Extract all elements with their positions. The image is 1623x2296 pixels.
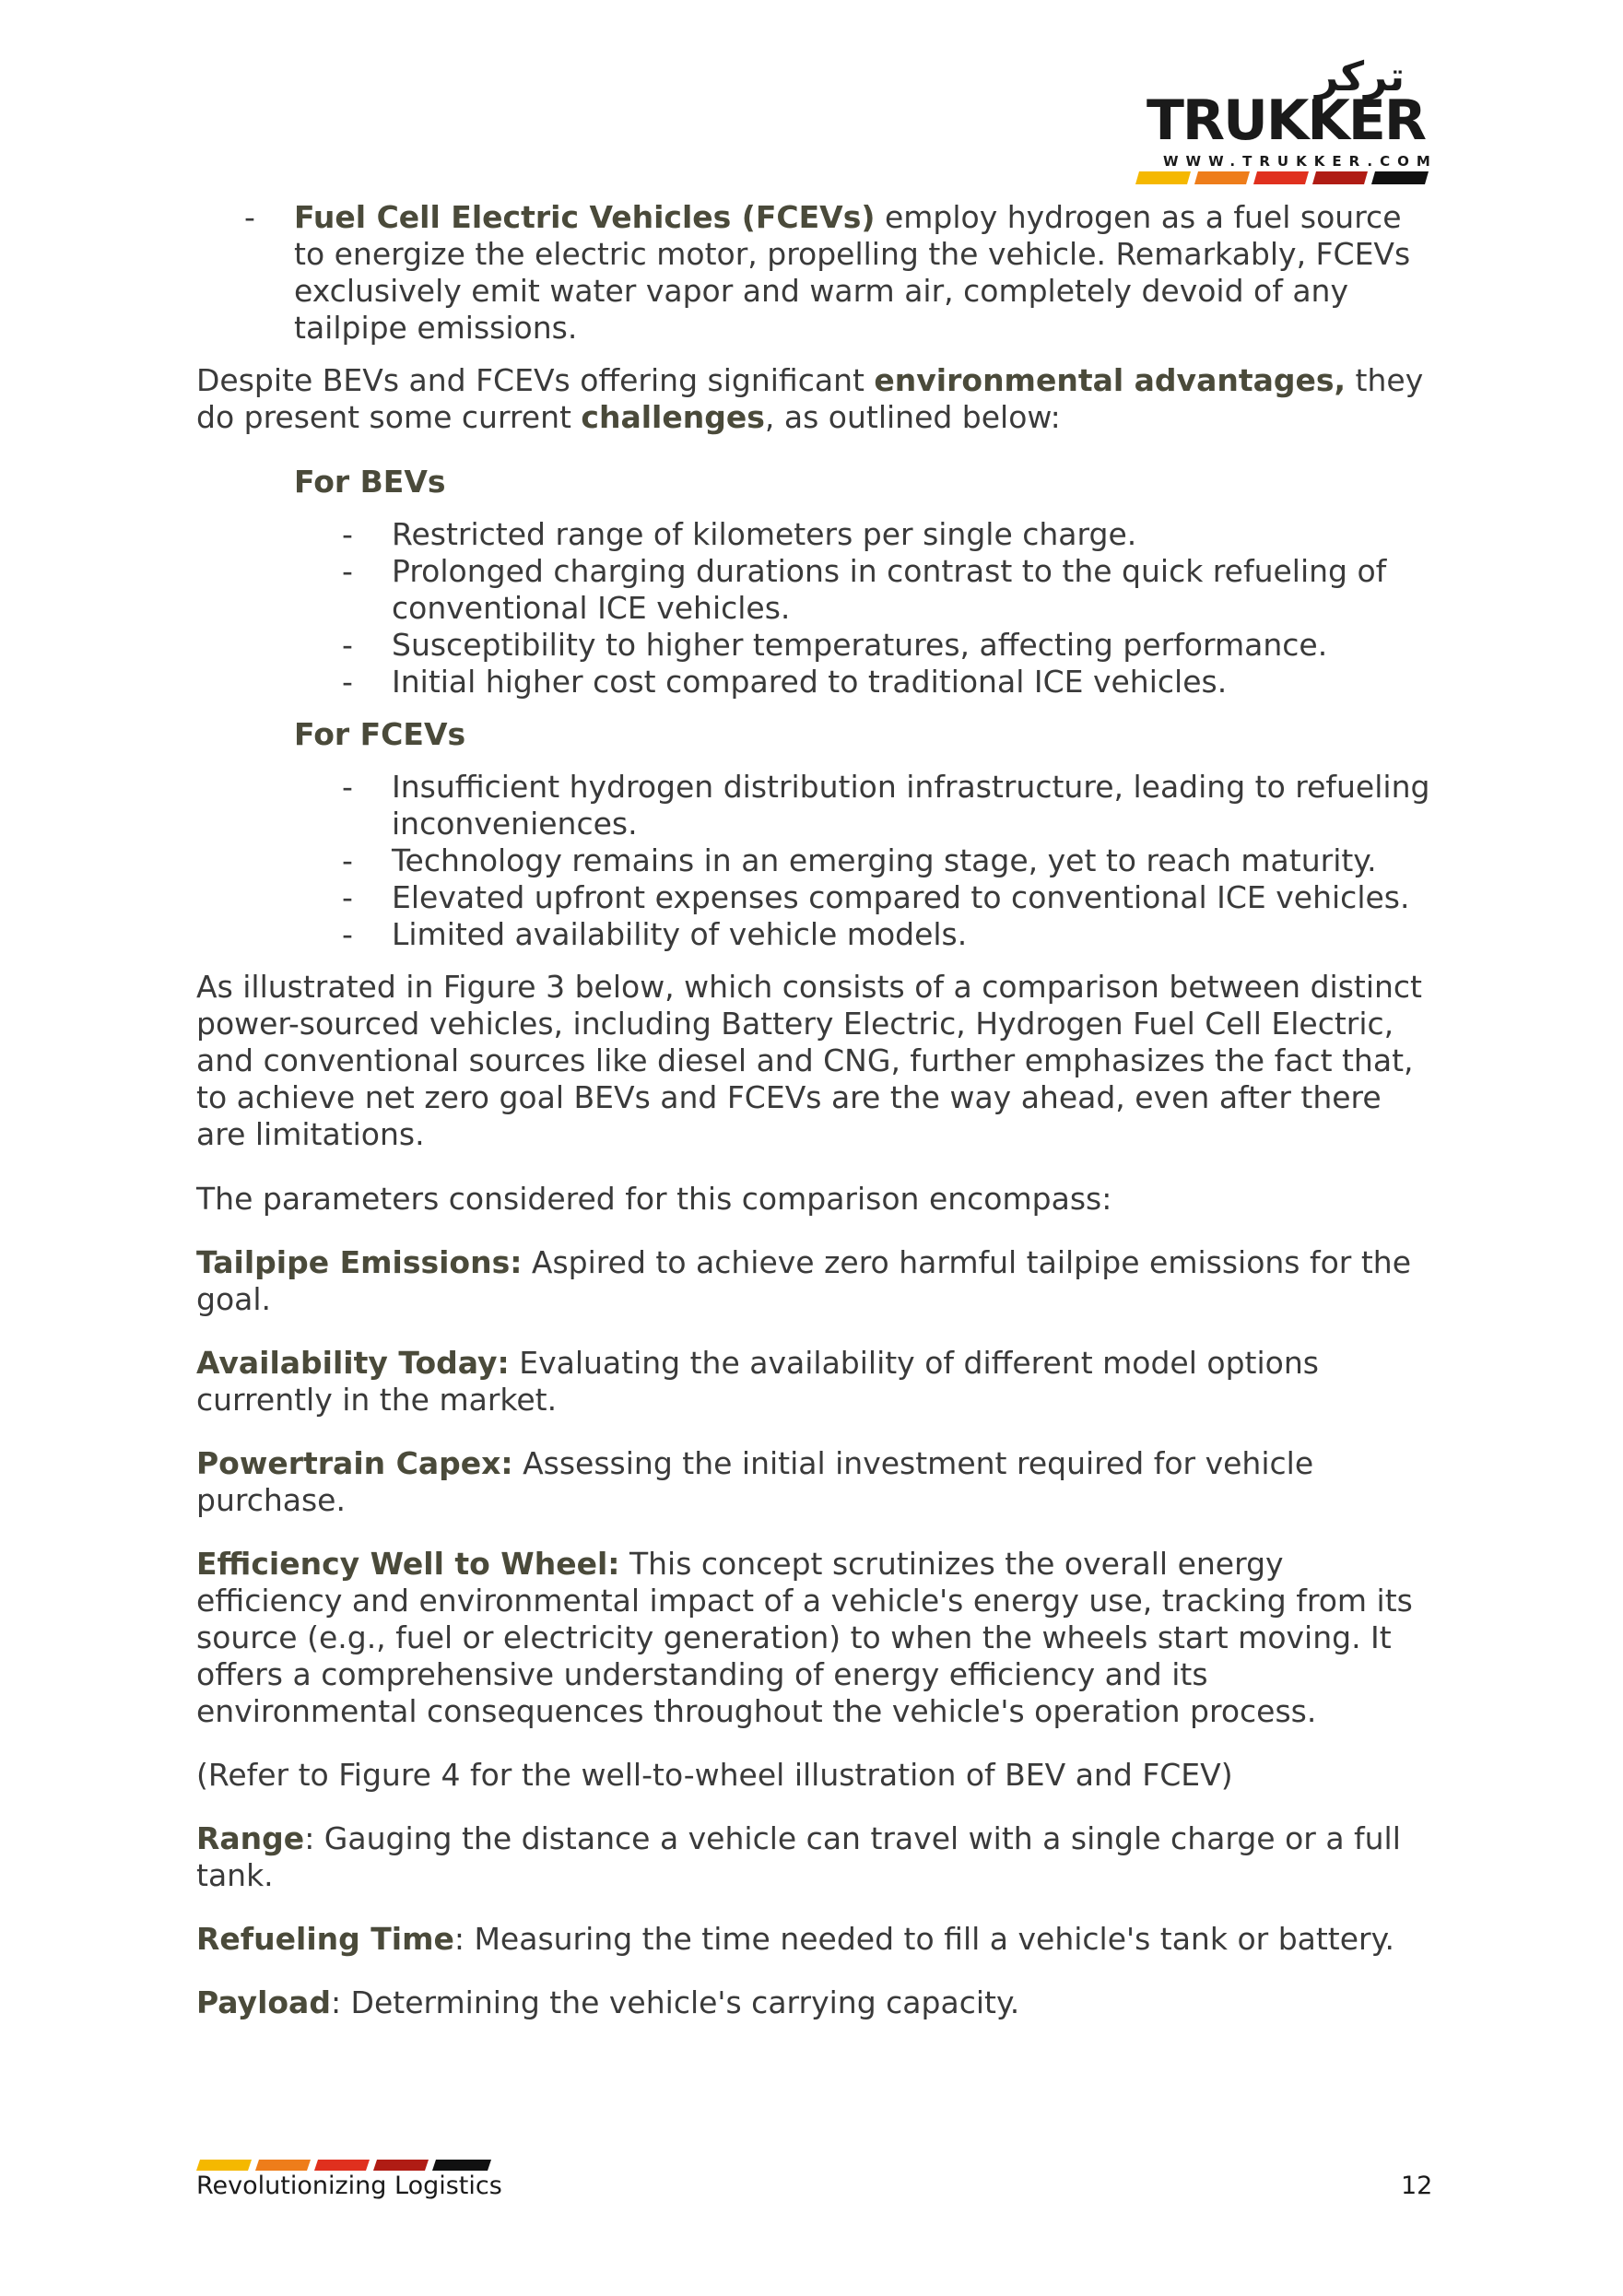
challenges-intro: Despite BEVs and FCEVs offering significant environmental advantages, they do present some current challenges, as outlined below: bbox=[196, 362, 1424, 435]
fcev-challenges-list bbox=[294, 769, 1431, 953]
param-range: Range: Gauging the distance a vehicle can travel with a single charge or a full tank. bbox=[196, 1820, 1401, 1893]
param-refueling-time: Refueling Time: Measuring the time needed to fill a vehicle's tank or battery. bbox=[196, 1921, 1394, 1957]
list-item: - Elevated upfront expenses compared to conventional ICE vehicles. bbox=[342, 879, 1410, 915]
list-item: - Limited availability of vehicle models. bbox=[342, 916, 968, 952]
fcev-term: Fuel Cell Electric Vehicles (FCEVs) bbox=[294, 199, 876, 235]
param-capex: Powertrain Capex: Assessing the initial investment required for vehicle purchase. bbox=[196, 1445, 1314, 1518]
fcev-heading: For FCEVs bbox=[294, 716, 466, 752]
trukker-logo bbox=[1135, 53, 1438, 173]
logo-wordmark: TRUKKER bbox=[1147, 88, 1426, 153]
logo-url: WWW.TRUKKER.COM bbox=[1163, 153, 1438, 170]
list-item: - Susceptibility to higher temperatures, affecting performance. bbox=[342, 627, 1328, 663]
list-item: - Technology remains in an emerging stage, yet to reach maturity. bbox=[342, 842, 1377, 878]
param-payload: Payload: Determining the vehicle's carrying capacity. bbox=[196, 1984, 1020, 2020]
parameters-intro: The parameters considered for this comparison encompass: bbox=[196, 1181, 1112, 1217]
fcev-definition: employ hydrogen as a fuel source to energize the electric motor, propelling the vehicle. Remarkably, FCEVs exclusively emit water vapor and warm air, completely devoid of any tailpipe emissions. bbox=[294, 199, 1411, 346]
bev-heading: For BEVs bbox=[294, 464, 446, 500]
bev-challenges-list bbox=[294, 516, 1431, 701]
logo-arabic-text: تركر bbox=[1315, 53, 1405, 100]
fcev-definition-bullet: - Fuel Cell Electric Vehicles (FCEVs) employ hydrogen as a fuel source to energize the electric motor, propelling the vehicle. Remarkably, FCEVs exclusively emit water vapor and warm air, completely devoid of any tailpipe emissions. bbox=[244, 199, 1411, 346]
list-item: - Prolonged charging durations in contrast to the quick refueling of conventional ICE vehicles. bbox=[342, 553, 1387, 626]
page-content bbox=[196, 199, 1431, 2021]
param-tailpipe: Tailpipe Emissions: Aspired to achieve zero harmful tailpipe emissions for the goal. bbox=[196, 1244, 1412, 1317]
footer-stripes bbox=[196, 2160, 491, 2171]
logo-stripes bbox=[1135, 171, 1429, 184]
param-availability: Availability Today: Evaluating the availability of different model options currently in the market. bbox=[196, 1345, 1319, 1418]
list-item: - Restricted range of kilometers per single charge. bbox=[342, 516, 1137, 552]
footer-tagline: Revolutionizing Logistics bbox=[196, 2172, 502, 2200]
list-item: - Insufficient hydrogen distribution infrastructure, leading to refueling inconveniences. bbox=[342, 769, 1430, 842]
figure3-paragraph: As illustrated in Figure 3 below, which consists of a comparison between distinct power-sourced vehicles, including Battery Electric, Hydrogen Fuel Cell Electric, and conventional sources like diesel and CNG, further emphasizes the fact that, to achieve net zero goal BEVs and FCEVs are the way ahead, even after there are limitations. bbox=[196, 969, 1422, 1152]
figure4-reference: (Refer to Figure 4 for the well-to-wheel illustration of BEV and FCEV) bbox=[196, 1757, 1233, 1793]
param-efficiency: Efficiency Well to Wheel: This concept scrutinizes the overall energy efficiency and environmental impact of a vehicle's energy use, tracking from its source (e.g., fuel or electricity generation) to when the wheels start moving. It offers a comprehensive understanding of energy efficiency and its environmental consequences throughout the vehicle's operation process. bbox=[196, 1546, 1413, 1729]
list-item: - Initial higher cost compared to traditional ICE vehicles. bbox=[342, 664, 1228, 700]
page-number: 12 bbox=[1401, 2172, 1433, 2200]
